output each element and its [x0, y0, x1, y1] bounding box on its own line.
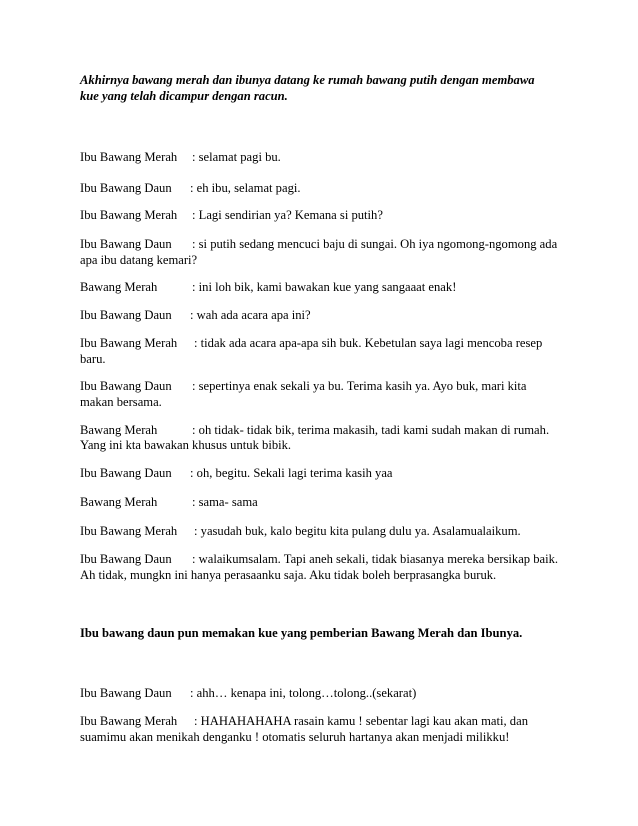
speech-text: : oh, begitu. Sekali lagi terima kasih yaa: [190, 466, 393, 480]
dialog-line: [80, 378, 566, 394]
dialog-line: [80, 149, 566, 165]
speech-continuation: Ah tidak, mungkn ini hanya perasaanku saja. Aku tidak boleh berprasangka buruk.: [80, 568, 497, 582]
speaker-name: Ibu Bawang Daun: [80, 181, 172, 195]
speaker-name: Ibu Bawang Daun: [80, 308, 172, 322]
speaker-name: Ibu Bawang Daun: [80, 466, 172, 480]
speaker-name: Bawang Merah: [80, 280, 158, 294]
speech-text: : si putih sedang mencuci baju di sungai. Oh iya ngomong-ngomong ada: [192, 237, 558, 251]
narration-paragraph: Ibu bawang daun pun memakan kue yang pemberian Bawang Merah dan Ibunya.: [80, 626, 523, 640]
speaker-name: Ibu Bawang Merah: [80, 150, 178, 164]
dialog-line: [80, 236, 566, 252]
speech-text: : ini loh bik, kami bawakan kue yang sangaaat enak!: [192, 280, 457, 294]
speech-text: : sama- sama: [192, 495, 258, 509]
speech-text: : wah ada acara apa ini?: [190, 308, 311, 322]
speaker-name: Ibu Bawang Daun: [80, 552, 172, 566]
speaker-name: Ibu Bawang Merah: [80, 714, 178, 728]
speech-text: : Lagi sendirian ya? Kemana si putih?: [192, 208, 383, 222]
intro-paragraph: [80, 72, 566, 104]
speaker-name: Ibu Bawang Daun: [80, 686, 172, 700]
dialog-line: [80, 713, 566, 729]
speech-text: : ahh… kenapa ini, tolong…tolong..(sekarat): [190, 686, 417, 700]
speaker-name: Ibu Bawang Merah: [80, 208, 178, 222]
speech-text: : HAHAHAHAHA rasain kamu ! sebentar lagi kau akan mati, dan: [194, 714, 528, 728]
dialog-line: [80, 207, 566, 223]
dialog-line: [80, 335, 566, 351]
intro-line-2: kue yang telah dicampur dengan racun.: [80, 89, 288, 103]
speaker-name: Ibu Bawang Daun: [80, 379, 172, 393]
speaker-name: Ibu Bawang Merah: [80, 524, 178, 538]
intro-line-1: Akhirnya bawang merah dan ibunya datang ke rumah bawang putih dengan membawa: [80, 73, 535, 87]
dialog-line: [80, 685, 566, 701]
dialog-line: [80, 307, 566, 323]
speech-continuation: baru.: [80, 352, 106, 366]
speech-continuation: makan bersama.: [80, 395, 162, 409]
dialog-line: [80, 494, 566, 510]
speech-continuation: Yang ini kta bawakan khusus untuk bibik.: [80, 438, 292, 452]
speech-continuation: suamimu akan menikah denganku ! otomatis seluruh hartanya akan menjadi milikku!: [80, 730, 510, 744]
speech-text: : tidak ada acara apa-apa sih buk. Kebetulan saya lagi mencoba resep: [194, 336, 543, 350]
speech-text: : walaikumsalam. Tapi aneh sekali, tidak biasanya mereka bersikap baik.: [192, 552, 559, 566]
speaker-name: Ibu Bawang Daun: [80, 237, 172, 251]
speech-continuation: apa ibu datang kemari?: [80, 253, 198, 267]
speech-text: : sepertinya enak sekali ya bu. Terima kasih ya. Ayo buk, mari kita: [192, 379, 527, 393]
dialog-line: [80, 465, 566, 481]
dialog-line: [80, 523, 566, 539]
dialog-line: [80, 180, 566, 196]
dialog-line: [80, 422, 566, 438]
speech-text: : oh tidak- tidak bik, terima makasih, tadi kami sudah makan di rumah.: [192, 423, 550, 437]
dialog-line: [80, 279, 566, 295]
speaker-name: Ibu Bawang Merah: [80, 336, 178, 350]
dialog-line: [80, 551, 566, 567]
speaker-name: Bawang Merah: [80, 423, 158, 437]
speech-text: : selamat pagi bu.: [192, 150, 281, 164]
speaker-name: Bawang Merah: [80, 495, 158, 509]
speech-text: : yasudah buk, kalo begitu kita pulang dulu ya. Asalamualaikum.: [194, 524, 521, 538]
speech-text: : eh ibu, selamat pagi.: [190, 181, 301, 195]
